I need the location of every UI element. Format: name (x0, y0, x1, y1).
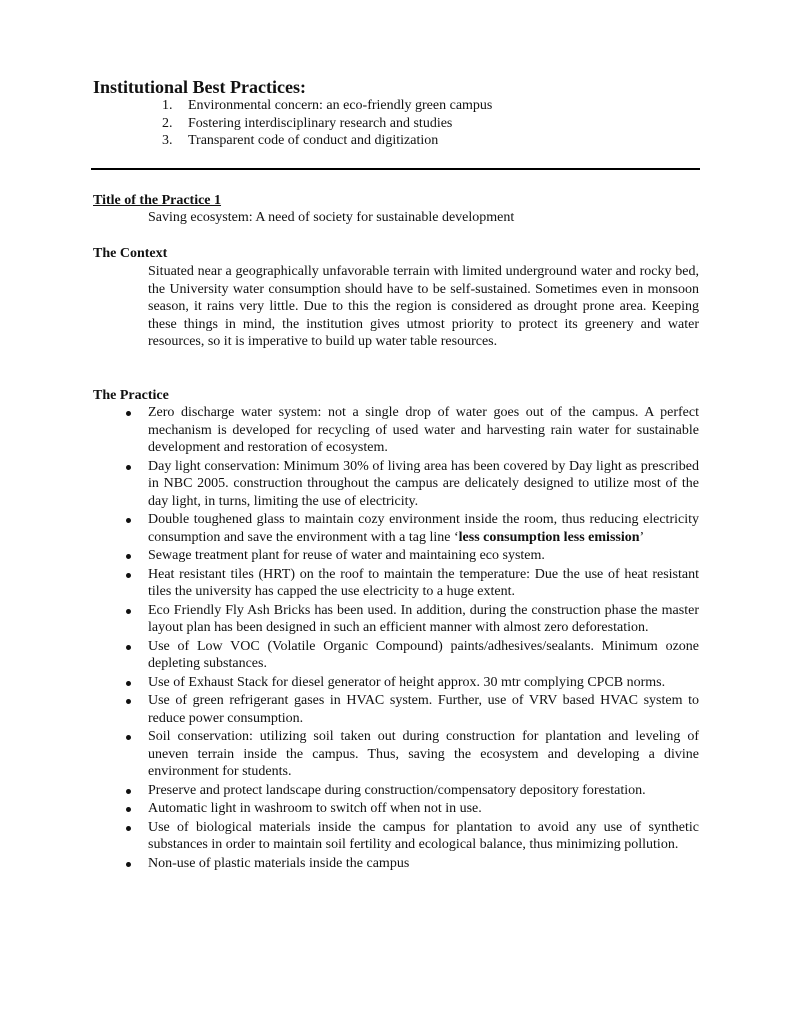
list-item: 2. Fostering interdisciplinary research and studies (162, 115, 453, 131)
bullet-icon (126, 645, 131, 650)
bullet-icon (126, 681, 131, 686)
list-item: Use of Exhaust Stack for diesel generator of height approx. 30 mtr complying CPCB norms. (148, 674, 699, 692)
practice-title-text: Saving ecosystem: A need of society for sustainable development (148, 210, 515, 225)
bullet-icon (126, 807, 131, 812)
context-heading: The Context (93, 246, 168, 261)
list-item: 1. Environmental concern: an eco-friendly green campus (162, 98, 493, 113)
best-practices-list (162, 97, 682, 150)
practice-bullet-list (148, 404, 699, 873)
list-item: 3. Transparent code of conduct and digitization (162, 133, 439, 148)
list-item: Use of Low VOC (Volatile Organic Compound) paints/adhesives/sealants. Minimum ozone depleting substances. (148, 638, 699, 673)
list-item: Use of biological materials inside the campus for plantation to avoid any use of synthetic substances in order to maintain soil fertility and ecological balance, thus minimizing pollution. (148, 819, 699, 854)
list-item: Sewage treatment plant for reuse of water and maintaining eco system. (148, 547, 699, 565)
bullet-icon (126, 573, 131, 578)
list-item: Automatic light in washroom to switch off when not in use. (148, 800, 699, 818)
tagline: less consumption less emission (458, 529, 640, 545)
bullet-icon (126, 609, 131, 614)
bullet-icon (126, 518, 131, 523)
bullet-icon (126, 789, 131, 794)
bullet-icon (126, 411, 131, 416)
list-item: Day light conservation: Minimum 30% of living area has been covered by Day light as prescribed in NBC 2005. construction throughout the campus are delicately designed to utilize most of the day light, in turns, limiting the use of electricity. (148, 458, 699, 511)
list-item: Eco Friendly Fly Ash Bricks has been used. In addition, during the construction phase the master layout plan has been designed in such an efficient manner with almost zero deforestation. (148, 602, 699, 637)
bullet-icon (126, 862, 131, 867)
list-item: Non-use of plastic materials inside the campus (148, 855, 699, 873)
bullet-icon (126, 826, 131, 831)
page-title: Institutional Best Practices: (93, 77, 306, 97)
list-item: Use of green refrigerant gases in HVAC system. Further, use of VRV based HVAC system to reduce power consumption. (148, 692, 699, 727)
practice-heading: The Practice (93, 388, 169, 403)
context-paragraph: Situated near a geographically unfavorable terrain with limited underground water and rocky bed, the University water consumption should have to be self-sustained. Sometimes even in monsoon season, it rains very little. Due to this the region is considered as drought prone area. Keeping these things in mind, the institution gives utmost priority to protect its greenery and water resources, so it is imperative to build up water table resources. (148, 264, 699, 349)
practice-title-heading: Title of the Practice 1 (93, 193, 222, 208)
horizontal-divider (91, 168, 700, 170)
list-item: Double toughened glass to maintain cozy environment inside the room, thus reducing electricity consumption and save the environment with a tag line ‘less consumption less emission’ (148, 511, 699, 546)
list-item: Soil conservation: utilizing soil taken out during construction for plantation and leveling of uneven terrain inside the campus. Thus, saving the ecosystem and developing a divine environment for students. (148, 728, 699, 781)
bullet-icon (126, 699, 131, 704)
list-item: Zero discharge water system: not a single drop of water goes out of the campus. A perfect mechanism is developed for recycling of used water and harvesting rain water for sustainable development and restoration of ecosystem. (148, 404, 699, 457)
list-item: Heat resistant tiles (HRT) on the roof to maintain the temperature: Due the use of heat resistant tiles the university has capped the use electricity to a huge extent. (148, 566, 699, 601)
bullet-icon (126, 735, 131, 740)
bullet-icon (126, 465, 131, 470)
bullet-icon (126, 554, 131, 559)
list-item: Preserve and protect landscape during construction/compensatory depository forestation. (148, 782, 699, 800)
